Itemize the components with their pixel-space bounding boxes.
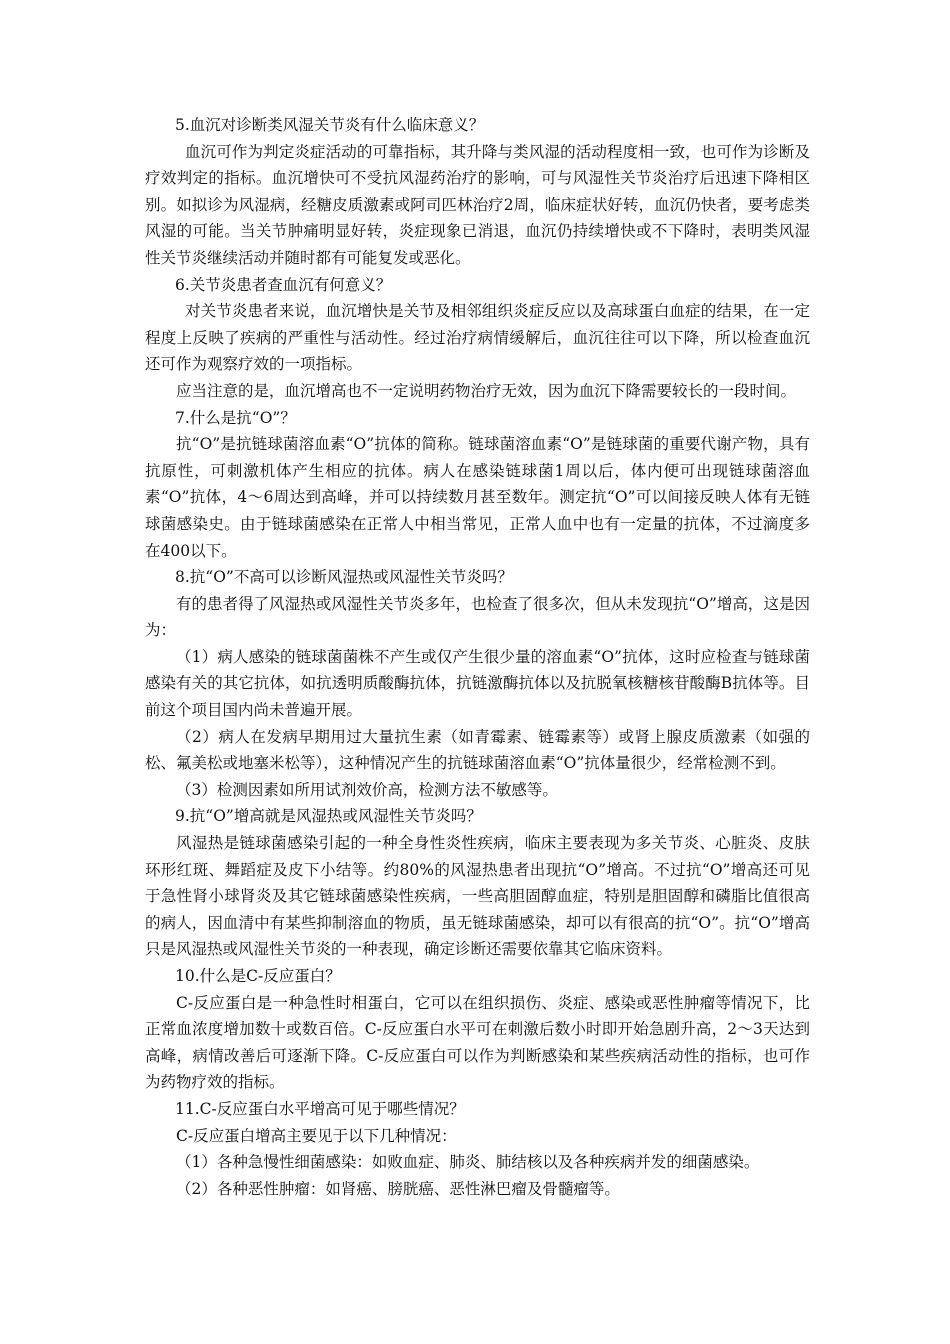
answer-paragraph: 抗“O”是抗链球菌溶血素“O”抗体的简称。链球菌溶血素“O”是链球菌的重要代谢产物，具有抗原性，可刺激机体产生相应的抗体。病人在感染链球菌1周以后，体内便可出现链球菌溶血素“O”抗体，4～6周达到高峰，并可以持续数月甚至数年。测定抗“O”可以间接反映人体有无链球菌感染史。由于链球菌感染在正常人中相当常见，正常人血中也有一定量的抗体，不过滴度多在400以下。 bbox=[145, 435, 810, 560]
answer-paragraph: 应当注意的是，血沉增高也不一定说明药物治疗无效，因为血沉下降需要较长的一段时间。 bbox=[176, 381, 797, 400]
list-item: （3）检测因素如所用试剂效价高，检测方法不敏感等。 bbox=[176, 780, 558, 799]
list-item: （2）病人在发病早期用过大量抗生素（如青霉素、链霉素等）或肾上腺皮质激素（如强的松、氟美松或地塞米松等），这种情况产生的抗链球菌溶血素“O”抗体量很少，经常检测不到。 bbox=[145, 727, 810, 773]
document-page bbox=[145, 112, 810, 1202]
question-heading: 10.什么是C-反应蛋白？ bbox=[175, 967, 341, 985]
list-item: （2）各种恶性肿瘤：如肾癌、膀胱癌、恶性淋巴瘤及骨髓瘤等。 bbox=[176, 1179, 620, 1198]
question-heading: 9.抗“O”增高就是风湿热或风湿性关节炎吗？ bbox=[175, 807, 482, 826]
question-heading: 6.关节炎患者查血沉有何意义？ bbox=[175, 275, 392, 294]
answer-paragraph: 对关节炎患者来说，血沉增快是关节及相邻组织炎症反应以及高球蛋白血症的结果，在一定程度上反映了疾病的严重性与活动性。经过治疗病情缓解后，血沉往往可以下降，所以检查血沉还可作为观察疗效的一项指标。 bbox=[145, 302, 810, 374]
answer-paragraph: C-反应蛋白是一种急性时相蛋白，它可以在组织损伤、炎症、感染或恶性肿瘤等情况下，比正常血浓度增加数十或数百倍。C-反应蛋白水平可在刺激后数小时即开始急剧升高，2～3天达到高峰，病情改善后可逐渐下降。C-反应蛋白可以作为判断感染和某些疾病活动性的指标，也可作为药物疗效的指标。 bbox=[145, 993, 810, 1092]
answer-paragraph: 血沉可作为判定炎症活动的可靠指标，其升降与类风湿的活动程度相一致，也可作为诊断及疗效判定的指标。血沉增快可不受抗风湿药治疗的影响，可与风湿性关节炎治疗后迅速下降相区别。如拟诊为风湿病，经糖皮质激素或阿司匹林治疗2周，临床症状好转，血沉仍快者，要考虑类风湿的可能。当关节肿痛明显好转，炎症现象已消退，血沉仍持续增快或不下降时，表明类风湿性关节炎继续活动并随时都有可能复发或恶化。 bbox=[145, 142, 810, 267]
question-heading: 8.抗“O”不高可以诊断风湿热或风湿性关节炎吗？ bbox=[175, 568, 513, 587]
answer-paragraph: 有的患者得了风湿热或风湿性关节炎多年，也检查了很多次，但从未发现抗“O”增高，这是因为： bbox=[145, 594, 810, 640]
answer-paragraph: C-反应蛋白增高主要见于以下几种情况： bbox=[176, 1126, 457, 1145]
answer-paragraph: 风湿热是链球菌感染引起的一种全身性炎性疾病，临床主要表现为多关节炎、心脏炎、皮肤环形红斑、舞蹈症及皮下小结等。约80%的风湿热患者出现抗“O”增高。不过抗“O”增高还可见于急性肾小球肾炎及其它链球菌感染性疾病，一些高胆固醇血症，特别是胆固醇和磷脂比值很高的病人，因血清中有某些抑制溶血的物质，虽无链球菌感染，却可以有很高的抗“O”。抗“O”增高只是风湿热或风湿性关节炎的一种表现，确定诊断还需要依靠其它临床资料。 bbox=[145, 834, 810, 959]
question-heading: 5.血沉对诊断类风湿关节炎有什么临床意义？ bbox=[175, 116, 485, 134]
list-item: （1）各种急慢性细菌感染：如败血症、肺炎、肺结核以及各种疾病并发的细菌感染。 bbox=[176, 1153, 760, 1172]
list-item: （1）病人感染的链球菌菌株不产生或仅产生很少量的溶血素“O”抗体，这时应检查与链球菌感染有关的其它抗体，如抗透明质酸酶抗体，抗链激酶抗体以及抗脱氧核糖核苷酸酶B抗体等。目前这个项目国内尚未普遍开展。 bbox=[145, 647, 810, 720]
question-heading: 7.什么是抗“O”？ bbox=[175, 408, 296, 427]
question-heading: 11.C-反应蛋白水平增高可见于哪些情况？ bbox=[175, 1099, 465, 1118]
